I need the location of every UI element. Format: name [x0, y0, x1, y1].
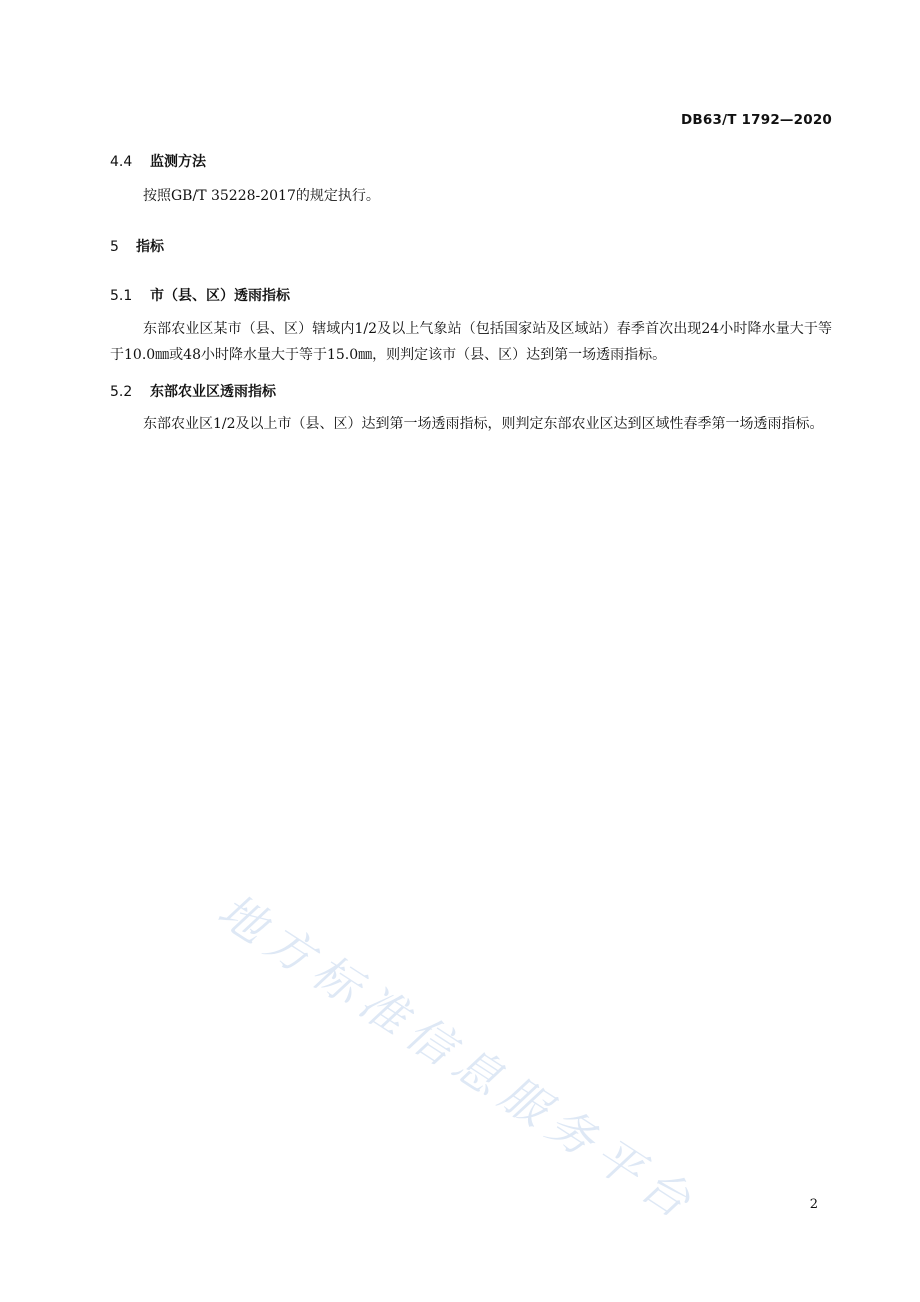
watermark: 地方标准信息服务平台 — [208, 882, 708, 1234]
section-number: 5 — [110, 239, 119, 255]
section-5-heading — [110, 236, 164, 256]
section-number: 5.2 — [110, 384, 133, 400]
section-5-2-body: 东部农业区1/2及以上市（县、区）达到第一场透雨指标，则判定东部农业区达到区域性春季第一场透雨指标。 — [143, 416, 824, 432]
section-title: 监测方法 — [150, 154, 206, 170]
section-number: 5.1 — [110, 288, 133, 304]
section-number: 4.4 — [110, 154, 133, 170]
section-title: 市（县、区）透雨指标 — [150, 288, 290, 304]
section-5-1-heading — [110, 285, 290, 305]
section-5-1-body: 东部农业区某市（县、区）辖域内1/2及以上气象站（包括国家站及区域站）春季首次出现24小时降水量大于等于10.0㎜或48小时降水量大于等于15.0㎜，则判定该市（县、区）达到第一场透雨指标。 — [110, 321, 832, 363]
page-number: 2 — [809, 1197, 818, 1212]
section-title: 东部农业区透雨指标 — [150, 384, 276, 400]
section-5-2-heading — [110, 381, 276, 401]
section-title: 指标 — [136, 239, 164, 255]
document-code: DB63/T 1792—2020 — [681, 112, 832, 128]
section-4-4-body: 按照GB/T 35228-2017的规定执行。 — [143, 188, 380, 204]
section-4-4-heading — [110, 151, 206, 171]
